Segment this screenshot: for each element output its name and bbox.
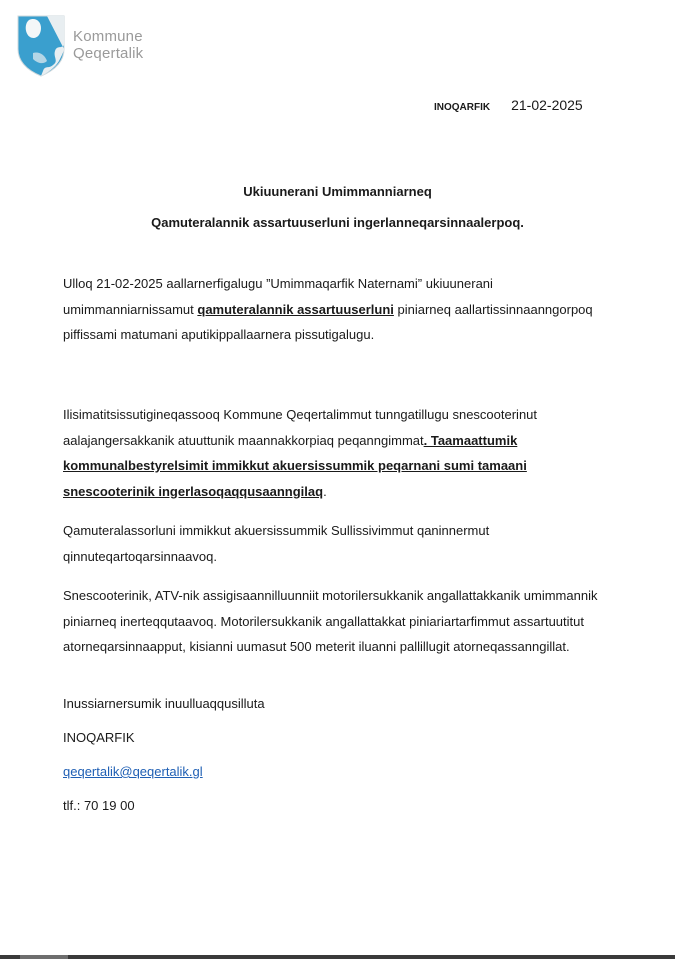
closing-greeting: Inussiarnersumik inuulluaqqusilluta xyxy=(63,696,265,711)
p1-text-a: Ulloq 21-02-2025 aallarnerfigalugu ”Umimmaqarfik Naternami” ukiuunerani umimmanniarnissamut xyxy=(63,276,493,317)
logo-line-1: Kommune xyxy=(73,28,143,45)
department-label: INOQARFIK xyxy=(434,102,491,113)
scrollbar-thumb[interactable] xyxy=(20,955,68,959)
phone-number: tlf.: 70 19 00 xyxy=(63,798,135,813)
document-title: Ukiuunerani Umimmanniarneq xyxy=(243,184,432,199)
document-subtitle: Qamuteralannik assartuuserluni ingerlanneqarsinnaalerpoq. xyxy=(151,215,524,230)
p2-text-b: . xyxy=(323,483,327,499)
p1-text-b: piniarneq aallartissinnaanngorpoq piffissami matumani aputikippallaarnera pissutigalugu. xyxy=(63,301,593,342)
p1-emphasis: qamuteralannik assartuuserluni xyxy=(197,301,394,317)
paragraph-4: Snescooterinik, ATV-nik assigisaannilluunniit motorilersukkanik angallattakkanik umimmannik piniarneq inerteqqutaavoq. Motorilersukkanik angallattakkat piniariartarfimmut assartuutitut atorneqarsinnaapput, kisianni uumasut 500 meterit iluanni pallillugit atorneqassanngillat. xyxy=(63,588,598,654)
email-link[interactable]: qeqertalik@qeqertalik.gl xyxy=(63,764,203,779)
signature-department: INOQARFIK xyxy=(63,730,135,745)
logo-text xyxy=(73,28,143,62)
paragraph-3: Qamuteralassorluni immikkut akuersissummik Sullissivimmut qaninnermut qinnuteqartoqarsinnaavoq. xyxy=(63,523,490,564)
p2-text-a: Ilisimatitsissutigineqassooq Kommune Qeqertalimmut tunngatillugu snescooterinut aalajangersakkanik atuuttunik maannakkorpiaq peqanngimmat xyxy=(63,407,538,448)
document-date: 21-02-2025 xyxy=(511,97,583,113)
p2-emphasis: . Taamaattumik kommunalbestyrelsimit immikkut akuersissummik peqarnani sumi tamaani snescooterinik ingerlasoqaqqusaanngilaq xyxy=(63,432,527,499)
header-meta xyxy=(434,97,583,113)
paragraph-1 xyxy=(63,271,603,348)
logo-line-2: Qeqertalik xyxy=(73,45,144,62)
bottom-scrollbar[interactable] xyxy=(0,955,675,959)
coat-of-arms-icon xyxy=(17,15,65,77)
paragraph-2 xyxy=(63,402,603,504)
